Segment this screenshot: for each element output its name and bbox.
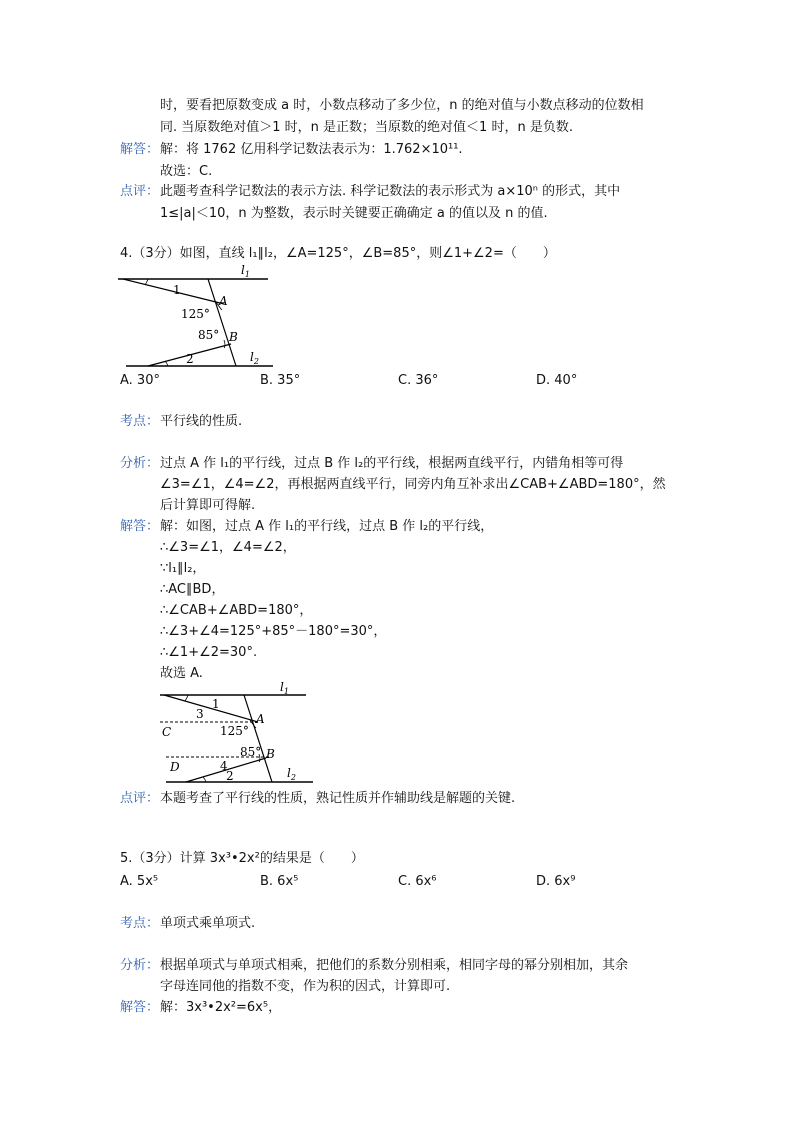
kaodian-label: 考点：	[120, 916, 160, 931]
label-l1: $l_1$	[280, 682, 289, 696]
q4-answer-line: ∴∠3+∠4=125°+85°－180°=30°，	[160, 624, 387, 639]
angle-1-arc	[145, 279, 148, 285]
prev-analysis-line2: 同. 当原数绝对值＞1 时，n 是正数；当原数的绝对值＜1 时，n 是负数.	[160, 120, 573, 135]
q4-answer-line: ∵l₁∥l₂，	[160, 561, 206, 576]
label-angle-1: 1	[212, 697, 220, 711]
label-angle-2: 2	[226, 769, 234, 783]
q4-comment: 本题考查了平行线的性质，熟记性质并作辅助线是解题的关键.	[160, 791, 516, 806]
q4-option-c: C. 36°	[398, 373, 439, 388]
label-l2: $l_2$	[287, 766, 296, 782]
label-angle-a: 125°	[220, 724, 249, 738]
label-angle-4: 4	[220, 759, 228, 773]
q4-answer-line: ∴∠1+∠2=30°.	[160, 645, 258, 660]
angle-b-arc	[224, 340, 225, 348]
q5-option-b: B. 6x⁵	[260, 874, 299, 889]
transversal	[208, 279, 236, 366]
label-point-d: D	[170, 760, 180, 774]
label-point-b: B	[266, 747, 275, 761]
q5-stem: 5.（3分）计算 3x³•2x²的结果是（ ）	[120, 851, 364, 866]
label-angle-2: 2	[186, 352, 194, 366]
label-l1: $l_1$	[241, 263, 250, 279]
label-point-a: A	[219, 294, 228, 308]
q5-analysis-line2: 字母连同他的指数不变，作为积的因式，计算即可.	[160, 979, 451, 994]
q5-option-a: A. 5x⁵	[120, 874, 159, 889]
label-angle-1: 1	[173, 283, 181, 297]
q4-answer-line: 故选 A.	[160, 666, 203, 681]
q4-kaodian: 平行线的性质.	[160, 414, 243, 429]
label-angle-3: 3	[196, 707, 204, 721]
label-angle-b: 85°	[198, 328, 220, 342]
q4-figure-2	[158, 682, 318, 788]
transversal	[244, 695, 272, 782]
answer-label: 解答：	[120, 519, 160, 534]
angle-1-arc	[185, 695, 188, 701]
q4-option-a: A. 30°	[120, 373, 160, 388]
comment-label: 点评：	[120, 184, 160, 199]
answer-label: 解答：	[120, 142, 160, 157]
q4-option-b: B. 35°	[260, 373, 301, 388]
label-point-b: B	[229, 330, 238, 344]
q4-answer-line: ∴∠3=∠1，∠4=∠2，	[160, 540, 296, 555]
prev-analysis-line1: 时，要看把原数变成 a 时，小数点移动了多少位，n 的绝对值与小数点移动的位数相	[160, 98, 644, 113]
q5-kaodian: 单项式乘单项式.	[160, 916, 256, 931]
q4-figure-1	[118, 262, 278, 372]
label-angle-b: 85°	[240, 745, 262, 759]
analysis-label: 分析：	[120, 456, 160, 471]
q4-answer-line: ∴∠CAB+∠ABD=180°，	[160, 603, 313, 618]
q5-answer-line1: 解：3x³•2x²=6x⁵，	[160, 1000, 282, 1015]
q4-option-d: D. 40°	[536, 373, 578, 388]
q5-option-d: D. 6x⁹	[536, 874, 576, 889]
label-point-c: C	[162, 725, 172, 739]
analysis-label: 分析：	[120, 958, 160, 973]
label-l2: $l_2$	[250, 350, 259, 366]
q4-stem: 4.（3分）如图，直线 l₁∥l₂，∠A=125°，∠B=85°，则∠1+∠2=（ ）	[120, 246, 556, 261]
answer-label: 解答：	[120, 1000, 160, 1015]
q5-option-c: C. 6x⁶	[398, 874, 437, 889]
segment-to-a	[164, 695, 258, 722]
prev-comment-line2: 1≤|a|＜10，n 为整数，表示时关键要正确确定 a 的值以及 n 的值.	[160, 206, 548, 221]
q4-answer-line: 解：如图，过点 A 作 l₁的平行线，过点 B 作 l₂的平行线，	[160, 519, 494, 534]
q4-analysis-line2: ∠3=∠1，∠4=∠2，再根据两直线平行，同旁内角互补求出∠CAB+∠ABD=180°，然	[160, 477, 666, 492]
label-angle-a: 125°	[181, 307, 210, 321]
label-point-a: A	[256, 712, 265, 726]
prev-answer-line1: 解：将 1762 亿用科学记数法表示为：1.762×10¹¹.	[160, 142, 463, 157]
q4-answer-line: ∴AC∥BD，	[160, 582, 225, 597]
q4-analysis-line3: 后计算即可得解.	[160, 498, 256, 513]
q4-analysis-line1: 过点 A 作 l₁的平行线，过点 B 作 l₂的平行线，根据两直线平行，内错角相等可得	[160, 456, 624, 471]
kaodian-label: 考点：	[120, 414, 160, 429]
comment-label: 点评：	[120, 791, 160, 806]
prev-answer-line2: 故选：C.	[160, 164, 213, 179]
q5-analysis-line1: 根据单项式与单项式相乘，把他们的系数分别相乘，相同字母的幂分别相加，其余	[160, 958, 629, 973]
prev-comment-line1: 此题考查科学记数法的表示方法. 科学记数法的表示形式为 a×10ⁿ 的形式，其中	[160, 184, 621, 199]
